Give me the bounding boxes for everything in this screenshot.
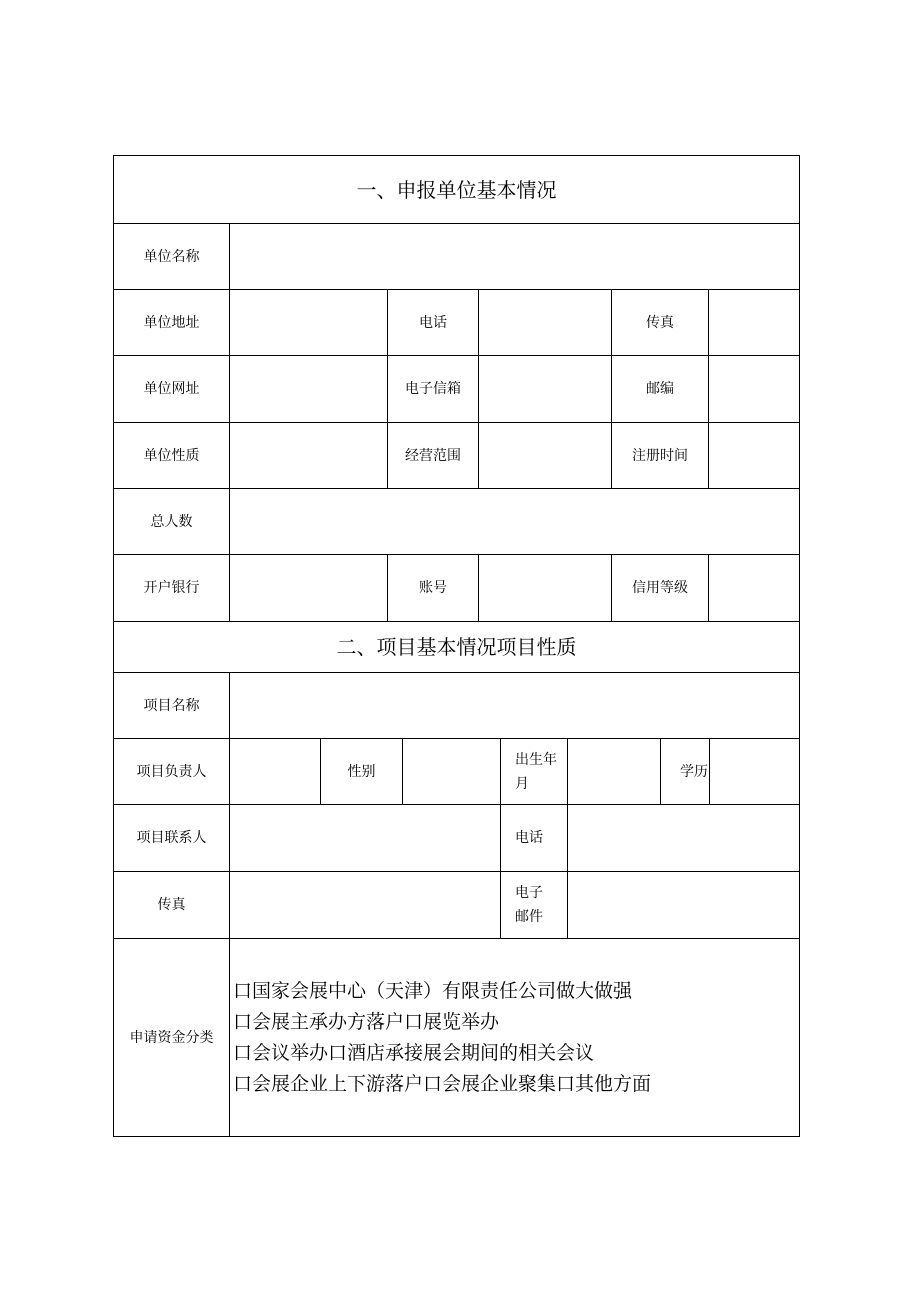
unit-nature-label: 单位性质 [113,422,230,489]
reg-time-label: 注册时间 [611,422,709,489]
fund-option-line[interactable]: 口国家会展中心（天津）有限责任公司做大做强 [233,979,633,1002]
fund-category-label: 申请资金分类 [113,938,230,1137]
unit-name-label: 单位名称 [113,223,230,290]
project-email-field[interactable] [567,871,800,939]
application-form [114,156,801,1138]
project-leader-field[interactable] [229,738,321,805]
business-scope-label: 经营范围 [387,422,479,489]
fund-option-line[interactable]: 口会展主承办方落户口展览举办 [233,1010,500,1033]
birth-date-label: 出生年 月 [500,738,568,805]
project-name-field[interactable] [229,672,800,739]
unit-nature-field[interactable] [229,422,388,489]
project-name-label: 项目名称 [113,672,230,739]
total-staff-field[interactable] [229,488,800,555]
bank-label: 开户银行 [113,554,230,622]
account-field[interactable] [478,554,612,622]
total-staff-label: 总人数 [113,488,230,555]
gender-label: 性别 [320,738,403,805]
credit-field[interactable] [708,554,800,622]
bank-field[interactable] [229,554,388,622]
section2-title: 二、项目基本情况项目性质 [113,621,800,673]
project-fax-field[interactable] [229,871,501,939]
gender-field[interactable] [402,738,501,805]
project-leader-label: 项目负责人 [113,738,230,805]
unit-phone-field[interactable] [478,289,612,356]
project-fax-label: 传真 [113,871,230,939]
credit-label: 信用等级 [611,554,709,622]
account-label: 账号 [387,554,479,622]
education-field[interactable] [709,738,800,805]
unit-name-field[interactable] [229,223,800,290]
education-label: 学历 [660,738,710,805]
project-phone-field[interactable] [567,804,800,872]
business-scope-field[interactable] [478,422,612,489]
unit-fax-field[interactable] [708,289,800,356]
project-contact-label: 项目联系人 [113,804,230,872]
fund-option-line[interactable]: 口会议举办口酒店承接展会期间的相关会议 [233,1041,595,1064]
project-phone-label: 电话 [500,804,568,872]
unit-phone-label: 电话 [387,289,479,356]
unit-address-field[interactable] [229,289,388,356]
unit-email-field[interactable] [478,355,612,423]
unit-postcode-label: 邮编 [611,355,709,423]
fund-category-options [229,938,800,1137]
reg-time-field[interactable] [708,422,800,489]
birth-date-field[interactable] [567,738,661,805]
project-contact-field[interactable] [229,804,501,872]
unit-website-label: 单位网址 [113,355,230,423]
fund-option-line[interactable]: 口会展企业上下游落户口会展企业聚集口其他方面 [233,1072,652,1095]
unit-postcode-field[interactable] [708,355,800,423]
unit-fax-label: 传真 [611,289,709,356]
section1-title: 一、申报单位基本情况 [113,155,800,224]
project-email-label: 电子 邮件 [500,871,568,939]
unit-website-field[interactable] [229,355,388,423]
unit-email-label: 电子信箱 [387,355,479,423]
unit-address-label: 单位地址 [113,289,230,356]
